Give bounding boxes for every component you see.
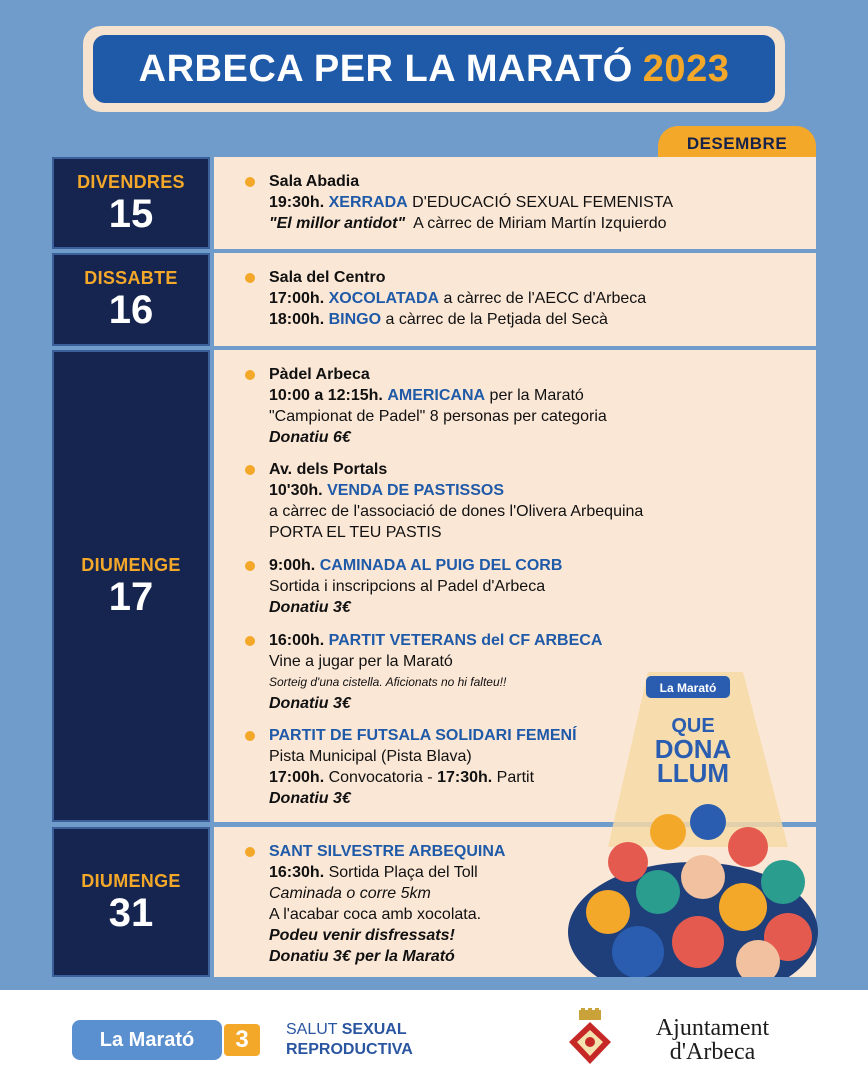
day-label-box [52, 827, 210, 977]
event-time: 16:00h. [269, 632, 325, 649]
event-time: 16:30h. [269, 864, 325, 881]
bullet-icon [245, 561, 255, 571]
event-time: 18:00h. [269, 311, 325, 328]
event-line: Vine a jugar per la Marató [269, 653, 453, 670]
day-events [214, 253, 816, 346]
event-highlight: XERRADA [328, 194, 408, 211]
event-donation: Donatiu 3€ per la Marató [269, 948, 455, 965]
event-highlight: XOCOLATADA [328, 290, 440, 307]
event-line [269, 213, 809, 234]
event-note: Podeu venir disfressats! [269, 927, 455, 944]
event-highlight: PARTIT VETERANS del CF ARBECA [328, 632, 603, 649]
event-donation: Donatiu 3€ [269, 790, 351, 807]
bullet-icon [245, 731, 255, 741]
event-line: Caminada o corre 5km [269, 885, 431, 902]
title-main: ARBECA PER LA MARATÓ [138, 47, 633, 90]
event-time: 19:30h. [269, 194, 325, 211]
event-highlight: VENDA DE PASTISSOS [327, 482, 504, 499]
salut-text-reproductiva: REPRODUCTIVA [286, 1041, 413, 1058]
ajuntament-logo-text [630, 1016, 795, 1064]
day-number: 15 [108, 191, 154, 236]
tv3-logo-icon: 3 [224, 1024, 260, 1056]
la-marato-pill: La Marató [72, 1020, 222, 1060]
day-name: DIUMENGE [81, 554, 181, 575]
day-row-15 [52, 157, 816, 249]
month-label: DESEMBRE [686, 134, 788, 153]
day-label-box [52, 253, 210, 346]
event-item [269, 267, 809, 330]
poster-word: LLUM [656, 758, 730, 788]
bullet-icon [245, 273, 255, 283]
event-desc: per la Marató [485, 387, 584, 404]
event-donation: Donatiu 3€ [269, 599, 351, 616]
bullet-icon [245, 847, 255, 857]
event-desc: a càrrec de la Petjada del Secà [381, 311, 608, 328]
event-line [269, 630, 809, 651]
event-place: Pàdel Arbeca [269, 366, 370, 383]
event-item [269, 459, 809, 543]
event-donation: Donatiu 6€ [269, 429, 351, 446]
day-label-box [52, 350, 210, 822]
event-quote: "El millor antidot" [269, 215, 406, 232]
event-line: "Campionat de Padel" 8 personas per categoria [269, 408, 607, 425]
event-line: Pista Municipal (Pista Blava) [269, 748, 472, 765]
salut-text-bold: SEXUAL [341, 1021, 407, 1038]
event-line: a càrrec de l'associació de dones l'Olivera Arbequina [269, 503, 644, 520]
event-time: 17:00h. [269, 769, 325, 786]
bullet-icon [245, 465, 255, 475]
event-highlight: CAMINADA AL PUIG DEL CORB [319, 557, 563, 574]
event-time: 17:30h. [437, 769, 493, 786]
ajuntament-line2: d'Arbeca [669, 1039, 756, 1065]
event-line: A l'acabar coca amb xocolata. [269, 906, 482, 923]
event-line [269, 288, 809, 309]
event-line: Sortida i inscripcions al Padel d'Arbeca [269, 578, 546, 595]
event-time: 10'30h. [269, 482, 323, 499]
la-marato-poster-illustration [568, 672, 818, 977]
poster-badge-text: La Marató [659, 681, 717, 695]
event-line [269, 309, 809, 330]
day-number: 31 [108, 890, 154, 935]
event-highlight: BINGO [328, 311, 382, 328]
title-year: 2023 [642, 47, 730, 90]
bullet-icon [245, 370, 255, 380]
event-line [269, 480, 809, 501]
arbeca-crest-icon [567, 1008, 613, 1066]
ajuntament-line1: Ajuntament [655, 1015, 770, 1041]
event-note: Sorteig d'una cistella. Aficionats no hi falteu!! [269, 675, 507, 689]
day-name: DIUMENGE [81, 870, 181, 891]
event-item [269, 364, 809, 448]
event-place: Sala Abadia [269, 173, 360, 190]
event-place: Av. dels Portals [269, 461, 388, 478]
event-time: 10:00 a 12:15h. [269, 387, 383, 404]
event-highlight: PARTIT DE FUTSALA SOLIDARI FEMENÍ [269, 727, 577, 744]
day-events [214, 157, 816, 249]
event-by: A càrrec de Miriam Martín Izquierdo [405, 215, 667, 232]
page-title [93, 35, 775, 103]
event-desc: Partit [492, 769, 535, 786]
bullet-icon [245, 636, 255, 646]
day-name: DISSABTE [84, 268, 178, 288]
event-desc: Convocatoria - [324, 769, 438, 786]
day-number: 17 [108, 574, 154, 619]
event-line [269, 385, 809, 406]
salut-logo [286, 1020, 413, 1060]
event-time: 9:00h. [269, 557, 316, 574]
footer [0, 990, 868, 1080]
poster-word: DONA [654, 734, 732, 764]
bullet-icon [245, 177, 255, 187]
event-highlight: AMERICANA [387, 387, 486, 404]
event-desc: Sortida Plaça del Toll [324, 864, 478, 881]
day-label-box [52, 157, 210, 249]
event-place: Sala del Centro [269, 269, 386, 286]
event-line [269, 192, 809, 213]
day-number: 16 [108, 288, 154, 332]
event-line: PORTA EL TEU PASTIS [269, 524, 442, 541]
la-marato-logo [72, 1020, 262, 1060]
event-highlight: SANT SILVESTRE ARBEQUINA [269, 843, 506, 860]
event-donation: Donatiu 3€ [269, 695, 351, 712]
event-desc: a càrrec de l'AECC d'Arbeca [439, 290, 647, 307]
salut-text: SALUT [286, 1021, 338, 1038]
event-item [269, 555, 809, 618]
event-item [269, 171, 809, 234]
day-row-16 [52, 253, 816, 346]
event-line [269, 555, 809, 576]
poster-word: QUE [671, 715, 715, 737]
day-name: DIVENDRES [77, 171, 185, 192]
event-time: 17:00h. [269, 290, 325, 307]
event-desc: D'EDUCACIÓ SEXUAL FEMENISTA [407, 194, 674, 211]
